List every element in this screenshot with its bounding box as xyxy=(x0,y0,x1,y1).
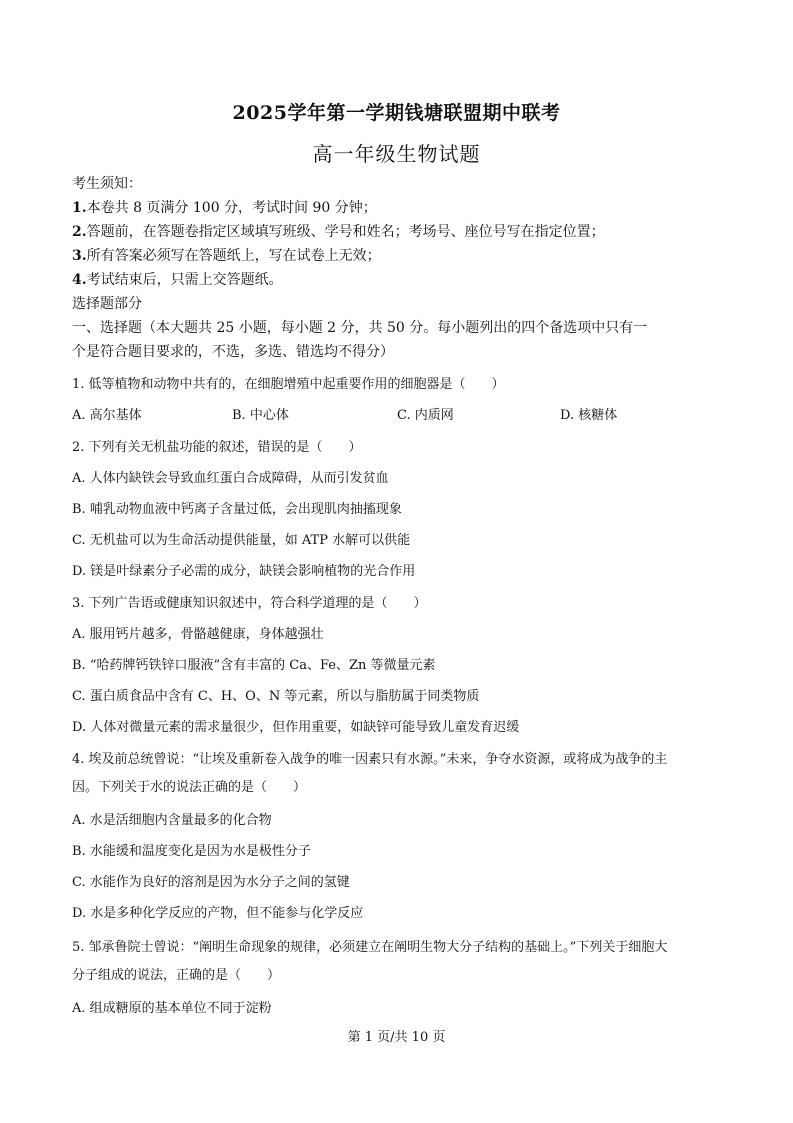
question-stem: 3. 下列广告语或健康知识叙述中，符合科学道理的是（ ） xyxy=(72,596,427,611)
option-a: A. 服用钙片越多，骨骼越健康，身体越强壮 xyxy=(72,627,324,642)
option-d: D. 人体对微量元素的需求量很少，但作用重要，如缺锌可能导致儿童发育迟缓 xyxy=(72,720,520,735)
option-b: B. 哺乳动物血液中钙离子含量过低，会出现肌肉抽搐现象 xyxy=(72,502,402,517)
notice-item: 3.所有答案必须写在答题纸上，写在试卷上无效； xyxy=(72,248,381,264)
question-stem: 1. 低等植物和动物中共有的，在细胞增殖中起重要作用的细胞器是（ ） xyxy=(72,377,505,392)
page-footer: 第 1 页/共 10 页 xyxy=(347,1030,446,1045)
question-1 xyxy=(72,374,732,396)
question-stem: 分子组成的说法，正确的是（ ） xyxy=(72,968,281,983)
option-b: B. 水能缓和温度变化是因为水是极性分子 xyxy=(72,844,311,859)
notice-heading: 考生须知： xyxy=(72,176,142,192)
notice-block xyxy=(72,172,732,292)
question-2 xyxy=(72,437,732,592)
question-stem: 因。下列关于水的说法正确的是（ ） xyxy=(72,780,307,795)
notice-item: 4.考试结束后，只需上交答题纸。 xyxy=(72,272,283,288)
exam-subtitle: 高一年级生物试题 xyxy=(312,142,481,166)
question-4 xyxy=(72,749,732,934)
section-header xyxy=(72,292,732,364)
option-c: C. 无机盐可以为生命活动提供能量，如 ATP 水解可以供能 xyxy=(72,533,411,548)
option-b: B. 中心体 xyxy=(232,408,289,423)
option-a: A. 水是活细胞内含量最多的化合物 xyxy=(72,813,272,828)
option-a: A. 高尔基体 xyxy=(72,408,142,423)
question-stem: 2. 下列有关无机盐功能的叙述，错误的是（ ） xyxy=(72,440,362,455)
question-stem: 4. 埃及前总统曾说：“让埃及重新卷入战争的唯一因素只有水源。”未来，争夺水资源，或将成为战争的主 xyxy=(72,752,668,767)
question-1-options xyxy=(72,405,732,427)
option-c: C. 内质网 xyxy=(397,408,454,423)
question-stem: 5. 邹承鲁院士曾说：“阐明生命现象的规律，必须建立在阐明生物大分子结构的基础上。”下列关于细胞大 xyxy=(72,940,668,955)
section-intro: 一、选择题（本大题共 25 小题，每小题 2 分，共 50 分。每小题列出的四个备选项中只有一 xyxy=(72,320,648,336)
option-a: A. 组成糖原的基本单位不同于淀粉 xyxy=(72,1001,272,1016)
question-5 xyxy=(72,937,732,1029)
option-c: C. 水能作为良好的溶剂是因为水分子之间的氢键 xyxy=(72,875,350,890)
option-d: D. 镁是叶绿素分子必需的成分，缺镁会影响植物的光合作用 xyxy=(72,564,416,579)
option-d: D. 核糖体 xyxy=(560,408,618,423)
section-intro: 个是符合题目要求的，不选，多选、错选均不得分） xyxy=(72,344,394,360)
option-d: D. 水是多种化学反应的产物，但不能参与化学反应 xyxy=(72,906,364,921)
option-c: C. 蛋白质食品中含有 C、H、O、N 等元素，所以与脂肪属于同类物质 xyxy=(72,689,480,704)
option-a: A. 人体内缺铁会导致血红蛋白合成障碍，从而引发贫血 xyxy=(72,471,389,486)
part-label: 选择题部分 xyxy=(72,296,142,312)
notice-item: 2.答题前，在答题卷指定区域填写班级、学号和姓名；考场号、座位号写在指定位置； xyxy=(72,224,605,240)
option-b: B. “哈药牌钙铁锌口服液”含有丰富的 Ca、Fe、Zn 等微量元素 xyxy=(72,658,436,673)
question-3 xyxy=(72,593,732,748)
notice-item: 1.本卷共 8 页满分 100 分，考试时间 90 分钟； xyxy=(72,200,377,216)
exam-title: 2025学年第一学期钱塘联盟期中联考 xyxy=(232,102,561,124)
